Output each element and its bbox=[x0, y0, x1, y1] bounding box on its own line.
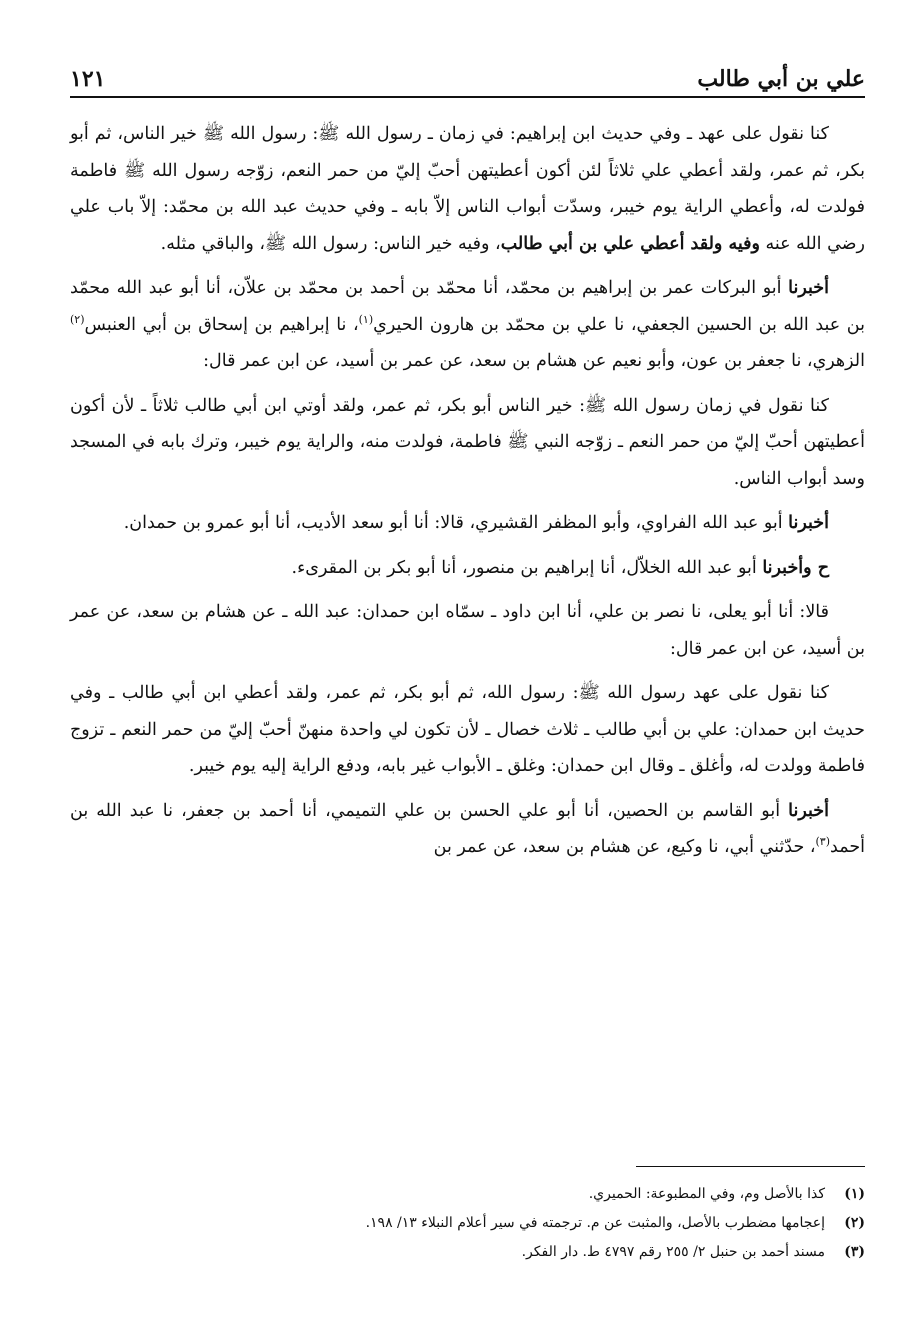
paragraph-5 bbox=[70, 550, 865, 587]
main-text bbox=[70, 116, 865, 874]
isnad-keyword: ح وأخبرنا bbox=[762, 557, 829, 578]
paragraph-1 bbox=[70, 116, 865, 262]
page-number: ١٢١ bbox=[70, 66, 106, 92]
paragraph-1-text: كنا نقول على عهد ـ وفي حديث ابن إبراهيم: في زمان ـ رسول الله ﷺ: رسول الله ﷺ خير الناس، ثم أبو بكر، ثم عمر، ولقد أعطي علي ثلاثاً لئن أكون أعطيتهن أحبّ إليّ من حمر النعم، زوّجه رسول الله ﷺ فاطمة فولدت له، وأعطي الراية يوم خيبر، وسدّت أبواب الناس إلاّ بابه ـ وفي حديث عبد الله بن محمّد: إلاّ باب علي رضي الله عنه bbox=[70, 124, 865, 254]
paragraph-2 bbox=[70, 270, 865, 380]
paragraph-2-text-end: الزهري، نا جعفر بن عون، وأبو نعيم عن هشام بن سعد، عن عمر بن أسيد، عن ابن عمر قال: bbox=[203, 351, 865, 371]
footnote-2 bbox=[70, 1209, 865, 1238]
footnote-ref-3[interactable]: (٣) bbox=[815, 835, 831, 849]
paragraph-4-text: أبو عبد الله الفراوي، وأبو المظفر القشيري، قالا: أنا أبو سعد الأديب، أنا أبو عمرو بن حمدان. bbox=[123, 513, 789, 533]
isnad-keyword: أخبرنا bbox=[788, 800, 829, 821]
paragraph-2-text-mid: ، نا إبراهيم بن إسحاق بن أبي العنبس bbox=[84, 314, 359, 335]
footnote-1 bbox=[70, 1180, 865, 1209]
footnote-number: (٢) bbox=[844, 1215, 865, 1231]
paragraph-8 bbox=[70, 793, 865, 866]
paragraph-3: كنا نقول في زمان رسول الله ﷺ: خير الناس أبو بكر، ثم عمر، ولقد أوتي ابن أبي طالب ثلاثاً ـ لأن أكون أعطيتهن أحبّ إليّ من حمر النعم ـ زوّجه النبي ﷺ فاطمة، فولدت منه، والراية يوم خيبر، وترك بابه في المسجد وسد أبواب الناس. bbox=[70, 395, 865, 489]
paragraph-8-text-end: ، حدّثني أبي، نا وكيع، عن هشام بن سعد، عن عمر بن bbox=[433, 837, 816, 857]
paragraph-5-text: أبو عبد الله الخلاّل، أنا إبراهيم بن منصور، أنا أبو بكر بن المقرىء. bbox=[291, 557, 763, 578]
paragraph-4 bbox=[70, 505, 865, 542]
paragraph-7: كنا نقول على عهد رسول الله ﷺ: رسول الله، ثم أبو بكر، ثم عمر، ولقد أعطي ابن أبي طالب ـ وفي حديث ابن حمدان: علي بن أبي طالب ـ ثلاث خصال ـ لأن تكون لي واحدة منهنّ أحبّ إليّ من حمر النعم ـ تزوج فاطمة وولدت له، وأغلق ـ وقال ابن حمدان: وغلق ـ الأبواب غير بابه، ودفع الراية إليه يوم خيبر. bbox=[70, 683, 865, 776]
footnote-ref-2[interactable]: (٢) bbox=[70, 312, 85, 326]
paragraph-8-text: أبو القاسم بن الحصين، أنا أبو علي الحسن بن علي التميمي، أنا أحمد بن جعفر، نا عبد الله بن أحمد bbox=[70, 800, 865, 857]
footnotes bbox=[70, 1180, 865, 1267]
header-rule bbox=[70, 96, 865, 98]
footnote-ref-1[interactable]: (١) bbox=[358, 312, 374, 326]
footnote-number: (٣) bbox=[844, 1244, 865, 1260]
footnote-rule bbox=[636, 1166, 865, 1167]
isnad-keyword: أخبرنا bbox=[788, 278, 829, 298]
footnote-number: (١) bbox=[844, 1186, 865, 1202]
paragraph-6: قالا: أنا أبو يعلى، نا نصر بن علي، أنا ابن داود ـ سمّاه ابن حمدان: عبد الله ـ عن هشام بن سعد، عن عمر بن أسيد، عن ابن عمر قال: bbox=[70, 602, 865, 659]
footnote-3 bbox=[70, 1238, 865, 1267]
paragraph-1-text-end: ، وفيه خير الناس: رسول الله ﷺ، والباقي مثله. bbox=[160, 233, 501, 254]
paragraph-1-bold: وفيه ولقد أعطي علي بن أبي طالب bbox=[500, 233, 760, 254]
header-title: علي بن أبي طالب bbox=[697, 66, 865, 92]
paragraph-2-text: أبو البركات عمر بن إبراهيم بن محمّد، أنا محمّد بن أحمد بن محمّد بن علاّن، أنا أبو عبد الله محمّد بن عبد الله بن الحسين الجعفي، نا علي بن محمّد بن هارون الحيري bbox=[70, 278, 865, 335]
footnote-text: مسند أحمد بن حنبل ٢/ ٢٥٥ رقم ٤٧٩٧ ط. دار الفكر. bbox=[521, 1244, 825, 1260]
isnad-keyword: أخبرنا bbox=[788, 513, 829, 533]
running-header bbox=[70, 52, 865, 92]
footnote-text: كذا بالأصل وم، وفي المطبوعة: الحميري. bbox=[588, 1186, 825, 1202]
footnote-text: إعجامها مضطرب بالأصل، والمثبت عن م. ترجمته في سير أعلام النبلاء ١٣/ ١٩٨. bbox=[365, 1215, 825, 1231]
